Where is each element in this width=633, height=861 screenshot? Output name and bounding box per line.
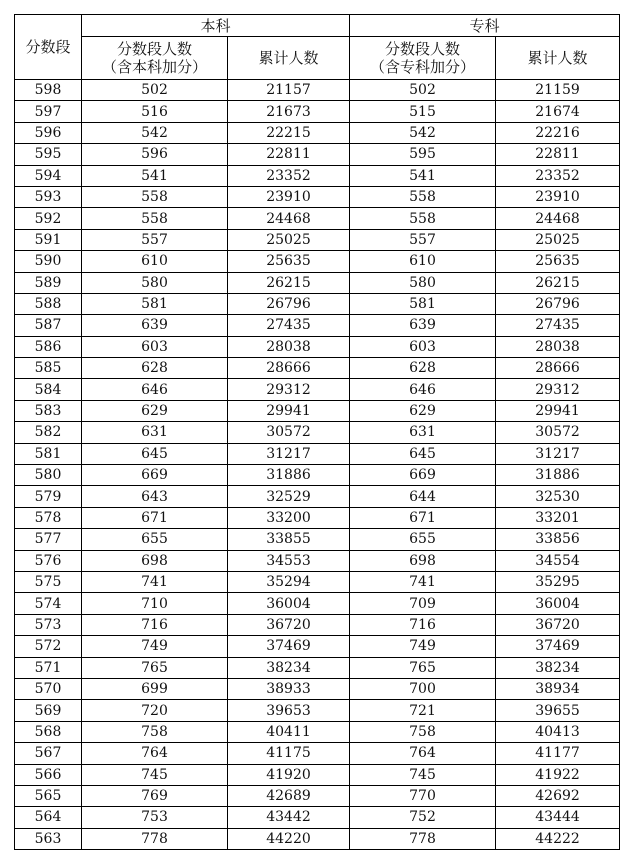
- undergrad-count-cell: 671: [82, 507, 228, 528]
- table-row: [15, 764, 620, 785]
- junior-count-cell: 749: [350, 636, 496, 657]
- junior-cumulative-cell: 31217: [496, 443, 620, 464]
- score-cell: 575: [15, 571, 82, 592]
- score-cell: 593: [15, 186, 82, 207]
- junior-cumulative-cell: 31886: [496, 465, 620, 486]
- undergrad-count-cell: 603: [82, 336, 228, 357]
- junior-count-cell: 698: [350, 550, 496, 571]
- score-table: [14, 14, 620, 850]
- table-row: [15, 358, 620, 379]
- junior-cumulative-cell: 30572: [496, 422, 620, 443]
- table-row: [15, 251, 620, 272]
- table-row: [15, 122, 620, 143]
- junior-cumulative-cell: 25635: [496, 251, 620, 272]
- junior-cumulative-cell: 22216: [496, 122, 620, 143]
- junior-count-note: （含专科加分）: [370, 58, 476, 76]
- undergrad-cumulative-cell: 38933: [228, 678, 350, 699]
- undergrad-cumulative-cell: 26215: [228, 272, 350, 293]
- score-cell: 596: [15, 122, 82, 143]
- junior-cumulative-cell: 40413: [496, 721, 620, 742]
- junior-cumulative-cell: 21674: [496, 101, 620, 122]
- undergrad-count-cell: 646: [82, 379, 228, 400]
- undergrad-cumulative-header: 累计人数: [228, 37, 350, 80]
- junior-count-cell: 639: [350, 315, 496, 336]
- table-row: [15, 400, 620, 421]
- undergrad-cumulative-cell: 23352: [228, 165, 350, 186]
- undergrad-cumulative-cell: 36004: [228, 593, 350, 614]
- score-cell: 592: [15, 208, 82, 229]
- junior-count-cell: 646: [350, 379, 496, 400]
- undergrad-count-note: （含本科加分）: [101, 58, 207, 76]
- undergrad-count-cell: 639: [82, 315, 228, 336]
- undergrad-cumulative-cell: 25635: [228, 251, 350, 272]
- junior-cumulative-cell: 28666: [496, 358, 620, 379]
- junior-count-cell: 655: [350, 529, 496, 550]
- undergrad-count-cell: 596: [82, 144, 228, 165]
- score-cell: 581: [15, 443, 82, 464]
- undergrad-count-cell: 753: [82, 807, 228, 828]
- undergrad-count-cell: 778: [82, 828, 228, 849]
- undergrad-cumulative-cell: 37469: [228, 636, 350, 657]
- table-row: [15, 422, 620, 443]
- junior-count-cell: 741: [350, 571, 496, 592]
- junior-cumulative-cell: 41922: [496, 764, 620, 785]
- undergrad-count-cell: 610: [82, 251, 228, 272]
- junior-count-cell: 610: [350, 251, 496, 272]
- undergrad-count-cell: 764: [82, 743, 228, 764]
- junior-count-cell: 764: [350, 743, 496, 764]
- score-cell: 582: [15, 422, 82, 443]
- undergrad-cumulative-cell: 36720: [228, 614, 350, 635]
- junior-cumulative-cell: 32530: [496, 486, 620, 507]
- junior-count-cell: 628: [350, 358, 496, 379]
- score-cell: 588: [15, 293, 82, 314]
- junior-count-cell: 515: [350, 101, 496, 122]
- junior-cumulative-cell: 27435: [496, 315, 620, 336]
- undergrad-count-cell: 769: [82, 785, 228, 806]
- junior-count-header: [350, 37, 496, 80]
- table-row: [15, 186, 620, 207]
- junior-count-cell: 542: [350, 122, 496, 143]
- table-row: [15, 636, 620, 657]
- junior-cumulative-cell: 21159: [496, 80, 620, 101]
- undergrad-cumulative-cell: 34553: [228, 550, 350, 571]
- table-row: [15, 486, 620, 507]
- table-row: [15, 593, 620, 614]
- undergrad-cumulative-cell: 24468: [228, 208, 350, 229]
- table-row: [15, 743, 620, 764]
- undergrad-count-cell: 698: [82, 550, 228, 571]
- undergrad-cumulative-cell: 29941: [228, 400, 350, 421]
- undergrad-cumulative-cell: 28038: [228, 336, 350, 357]
- score-cell: 591: [15, 229, 82, 250]
- score-cell: 568: [15, 721, 82, 742]
- junior-cumulative-cell: 26796: [496, 293, 620, 314]
- undergrad-cumulative-cell: 33200: [228, 507, 350, 528]
- table-row: [15, 507, 620, 528]
- junior-cumulative-cell: 22811: [496, 144, 620, 165]
- junior-count-cell: 595: [350, 144, 496, 165]
- table-header: [15, 15, 620, 80]
- undergrad-group-header: 本科: [82, 15, 350, 37]
- junior-count-cell: 558: [350, 208, 496, 229]
- junior-count-cell: 671: [350, 507, 496, 528]
- undergrad-count-cell: 720: [82, 700, 228, 721]
- junior-cumulative-header: 累计人数: [496, 37, 620, 80]
- table-row: [15, 293, 620, 314]
- undergrad-cumulative-cell: 23910: [228, 186, 350, 207]
- junior-count-cell: 745: [350, 764, 496, 785]
- table-row: [15, 144, 620, 165]
- junior-cumulative-cell: 24468: [496, 208, 620, 229]
- score-cell: 566: [15, 764, 82, 785]
- undergrad-cumulative-cell: 38234: [228, 657, 350, 678]
- score-cell: 595: [15, 144, 82, 165]
- score-cell: 587: [15, 315, 82, 336]
- undergrad-cumulative-cell: 25025: [228, 229, 350, 250]
- junior-count-cell: 502: [350, 80, 496, 101]
- score-cell: 577: [15, 529, 82, 550]
- table-row: [15, 379, 620, 400]
- undergrad-cumulative-cell: 39653: [228, 700, 350, 721]
- junior-count-cell: 557: [350, 229, 496, 250]
- score-segment-header: 分数段: [15, 15, 82, 80]
- junior-count-cell: 716: [350, 614, 496, 635]
- undergrad-count-cell: 631: [82, 422, 228, 443]
- undergrad-cumulative-cell: 40411: [228, 721, 350, 742]
- undergrad-count-cell: 643: [82, 486, 228, 507]
- table-row: [15, 315, 620, 336]
- undergrad-count-cell: 542: [82, 122, 228, 143]
- undergrad-cumulative-cell: 28666: [228, 358, 350, 379]
- score-cell: 580: [15, 465, 82, 486]
- junior-count-cell: 700: [350, 678, 496, 699]
- undergrad-count-cell: 745: [82, 764, 228, 785]
- undergrad-count-cell: 558: [82, 186, 228, 207]
- junior-count-cell: 770: [350, 785, 496, 806]
- table-row: [15, 550, 620, 571]
- table-row: [15, 80, 620, 101]
- score-cell: 594: [15, 165, 82, 186]
- junior-cumulative-cell: 23352: [496, 165, 620, 186]
- table-row: [15, 807, 620, 828]
- score-cell: 585: [15, 358, 82, 379]
- junior-cumulative-cell: 43444: [496, 807, 620, 828]
- score-cell: 590: [15, 251, 82, 272]
- junior-cumulative-cell: 38934: [496, 678, 620, 699]
- score-cell: 569: [15, 700, 82, 721]
- junior-count-cell: 709: [350, 593, 496, 614]
- undergrad-count-cell: 655: [82, 529, 228, 550]
- score-cell: 564: [15, 807, 82, 828]
- undergrad-cumulative-cell: 41175: [228, 743, 350, 764]
- score-cell: 578: [15, 507, 82, 528]
- junior-cumulative-cell: 33201: [496, 507, 620, 528]
- score-cell: 570: [15, 678, 82, 699]
- undergrad-cumulative-cell: 22215: [228, 122, 350, 143]
- junior-cumulative-cell: 29312: [496, 379, 620, 400]
- undergrad-cumulative-cell: 30572: [228, 422, 350, 443]
- undergrad-count-cell: 765: [82, 657, 228, 678]
- score-cell: 576: [15, 550, 82, 571]
- score-cell: 573: [15, 614, 82, 635]
- junior-cumulative-cell: 38234: [496, 657, 620, 678]
- undergrad-cumulative-cell: 27435: [228, 315, 350, 336]
- undergrad-count-cell: 669: [82, 465, 228, 486]
- undergrad-cumulative-cell: 29312: [228, 379, 350, 400]
- junior-cumulative-cell: 26215: [496, 272, 620, 293]
- junior-cumulative-cell: 28038: [496, 336, 620, 357]
- undergrad-cumulative-cell: 42689: [228, 785, 350, 806]
- score-cell: 586: [15, 336, 82, 357]
- undergrad-count-label: 分数段人数: [116, 40, 192, 58]
- table-row: [15, 721, 620, 742]
- junior-count-cell: 645: [350, 443, 496, 464]
- junior-count-label: 分数段人数: [385, 40, 461, 58]
- table-row: [15, 785, 620, 806]
- undergrad-cumulative-cell: 21157: [228, 80, 350, 101]
- undergrad-count-cell: 699: [82, 678, 228, 699]
- junior-cumulative-cell: 42692: [496, 785, 620, 806]
- junior-cumulative-cell: 23910: [496, 186, 620, 207]
- table-row: [15, 336, 620, 357]
- score-cell: 571: [15, 657, 82, 678]
- table-row: [15, 657, 620, 678]
- table-row: [15, 229, 620, 250]
- junior-cumulative-cell: 37469: [496, 636, 620, 657]
- undergrad-cumulative-cell: 21673: [228, 101, 350, 122]
- score-cell: 583: [15, 400, 82, 421]
- score-cell: 598: [15, 80, 82, 101]
- score-cell: 597: [15, 101, 82, 122]
- score-distribution-sheet: [14, 14, 619, 854]
- junior-count-cell: 558: [350, 186, 496, 207]
- undergrad-cumulative-cell: 31217: [228, 443, 350, 464]
- undergrad-count-header: [82, 37, 228, 80]
- junior-count-cell: 629: [350, 400, 496, 421]
- table-row: [15, 465, 620, 486]
- undergrad-count-cell: 645: [82, 443, 228, 464]
- junior-count-cell: 580: [350, 272, 496, 293]
- junior-cumulative-cell: 36720: [496, 614, 620, 635]
- table-row: [15, 700, 620, 721]
- undergrad-count-cell: 758: [82, 721, 228, 742]
- score-cell: 565: [15, 785, 82, 806]
- score-cell: 579: [15, 486, 82, 507]
- junior-count-cell: 752: [350, 807, 496, 828]
- undergrad-cumulative-cell: 44220: [228, 828, 350, 849]
- junior-count-cell: 669: [350, 465, 496, 486]
- header-row-columns: [15, 37, 620, 80]
- undergrad-cumulative-cell: 31886: [228, 465, 350, 486]
- undergrad-count-cell: 557: [82, 229, 228, 250]
- junior-count-cell: 758: [350, 721, 496, 742]
- undergrad-cumulative-cell: 33855: [228, 529, 350, 550]
- table-row: [15, 828, 620, 849]
- undergrad-count-cell: 516: [82, 101, 228, 122]
- undergrad-count-cell: 749: [82, 636, 228, 657]
- junior-count-cell: 581: [350, 293, 496, 314]
- undergrad-count-cell: 716: [82, 614, 228, 635]
- junior-count-cell: 603: [350, 336, 496, 357]
- junior-cumulative-cell: 33856: [496, 529, 620, 550]
- table-row: [15, 272, 620, 293]
- score-cell: 567: [15, 743, 82, 764]
- header-row-groups: [15, 15, 620, 37]
- undergrad-count-cell: 628: [82, 358, 228, 379]
- table-row: [15, 101, 620, 122]
- table-row: [15, 443, 620, 464]
- undergrad-cumulative-cell: 22811: [228, 144, 350, 165]
- score-cell: 589: [15, 272, 82, 293]
- undergrad-count-cell: 629: [82, 400, 228, 421]
- table-row: [15, 678, 620, 699]
- score-cell: 572: [15, 636, 82, 657]
- junior-cumulative-cell: 34554: [496, 550, 620, 571]
- undergrad-cumulative-cell: 35294: [228, 571, 350, 592]
- junior-cumulative-cell: 39655: [496, 700, 620, 721]
- junior-cumulative-cell: 25025: [496, 229, 620, 250]
- junior-count-cell: 631: [350, 422, 496, 443]
- undergrad-count-cell: 581: [82, 293, 228, 314]
- undergrad-cumulative-cell: 43442: [228, 807, 350, 828]
- junior-cumulative-cell: 29941: [496, 400, 620, 421]
- table-row: [15, 208, 620, 229]
- undergrad-cumulative-cell: 41920: [228, 764, 350, 785]
- junior-cumulative-cell: 35295: [496, 571, 620, 592]
- table-row: [15, 571, 620, 592]
- undergrad-count-cell: 541: [82, 165, 228, 186]
- junior-cumulative-cell: 44222: [496, 828, 620, 849]
- undergrad-count-cell: 710: [82, 593, 228, 614]
- table-row: [15, 614, 620, 635]
- score-cell: 584: [15, 379, 82, 400]
- junior-count-cell: 721: [350, 700, 496, 721]
- table-row: [15, 165, 620, 186]
- junior-count-cell: 778: [350, 828, 496, 849]
- undergrad-count-cell: 580: [82, 272, 228, 293]
- table-row: [15, 529, 620, 550]
- junior-count-cell: 644: [350, 486, 496, 507]
- score-cell: 574: [15, 593, 82, 614]
- junior-cumulative-cell: 41177: [496, 743, 620, 764]
- undergrad-cumulative-cell: 32529: [228, 486, 350, 507]
- junior-group-header: 专科: [350, 15, 620, 37]
- undergrad-count-cell: 558: [82, 208, 228, 229]
- undergrad-count-cell: 502: [82, 80, 228, 101]
- undergrad-cumulative-cell: 26796: [228, 293, 350, 314]
- junior-count-cell: 541: [350, 165, 496, 186]
- junior-cumulative-cell: 36004: [496, 593, 620, 614]
- junior-count-cell: 765: [350, 657, 496, 678]
- score-cell: 563: [15, 828, 82, 849]
- table-body: [15, 80, 620, 850]
- undergrad-count-cell: 741: [82, 571, 228, 592]
